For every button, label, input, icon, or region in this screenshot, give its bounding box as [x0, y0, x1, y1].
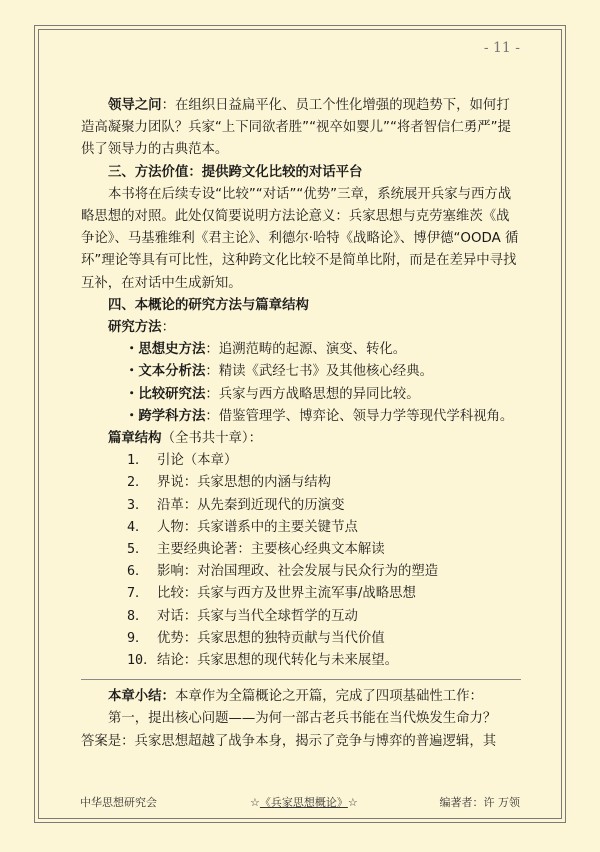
chapter-number: 6．	[127, 564, 149, 580]
bullet-mark: ・	[125, 342, 139, 358]
chapter-item	[81, 495, 521, 517]
paragraph-leadership	[81, 95, 521, 162]
method-text: ：兵家与西方战略思想的异同比较。	[205, 386, 420, 402]
chapter-item	[81, 517, 521, 539]
section-divider	[81, 679, 521, 680]
chapter-number: 5．	[127, 542, 149, 558]
chapter-item	[81, 561, 521, 583]
chapter-text: 引论（本章）	[157, 453, 238, 469]
methods-heading-line	[81, 317, 521, 339]
chapter-number: 2．	[127, 475, 149, 491]
chapter-text: 人物：兵家谱系中的主要关键节点	[157, 519, 358, 535]
bullet-mark: ・	[125, 364, 139, 380]
summary-answer: 答案是：兵家思想超越了战争本身，揭示了竞争与博弈的普遍逻辑，其	[81, 733, 497, 749]
chapter-summary	[81, 686, 521, 708]
chapter-number: 8．	[127, 608, 149, 624]
method-label: 跨学科方法	[138, 408, 206, 424]
chapter-item	[81, 650, 521, 672]
chapter-item	[81, 628, 521, 650]
footer-book-title	[250, 794, 358, 810]
method-item	[81, 339, 521, 361]
chapter-text: 对话：兵家与当代全球哲学的互动	[157, 608, 358, 624]
chapter-item	[81, 539, 521, 561]
star-icon: ☆	[347, 796, 358, 809]
chapter-item	[81, 472, 521, 494]
chapter-number: 3．	[127, 497, 149, 513]
page-footer	[80, 794, 520, 810]
chapter-text: 影响：对治国理政、社会发展与民众行为的塑造	[157, 564, 439, 580]
method-label: 比较研究法	[138, 386, 206, 402]
chapter-text: 结论：兵家思想的现代转化与未来展望。	[157, 653, 399, 669]
page-body	[81, 95, 521, 753]
footer-title-text: 《兵家思想概论》	[259, 796, 348, 809]
section-4-title: 四、本概论的研究方法与篇章结构	[108, 297, 309, 313]
paragraph-method: 本书将在后续专设“比较”“对话”“优势”三章，系统展开兵家与西方战略思想的对照。此处仅简要说明方法论意义：兵家思想与克劳塞维茨《战争论》、马基雅维利《君主论》、利德尔·哈特《战略论》、博伊德“OODA 循环”理论等具有可比性，这种跨文化比较不是简单比附，而是在差异中寻找互补，在对话中生成新知。	[81, 186, 519, 291]
chapter-text: 界说：兵家思想的内涵与结构	[157, 475, 332, 491]
chapter-number: 4．	[127, 519, 149, 535]
method-label: 思想史方法	[138, 342, 206, 358]
summary-first-point: 第一，提出核心问题——为何一部古老兵书能在当代焕发生命力？	[108, 711, 497, 727]
structure-heading: 篇章结构	[108, 431, 162, 447]
footer-organization: 中华思想研究会	[80, 796, 157, 809]
chapter-text: 主要经典论著：主要核心经典文本解读	[157, 542, 385, 558]
methods-heading-colon: ：	[161, 320, 175, 336]
chapter-number: 9．	[127, 630, 149, 646]
leadership-label: 领导之问	[108, 98, 162, 113]
bullet-mark: ・	[125, 386, 139, 402]
method-text: ：追溯范畴的起源、演变、转化。	[205, 342, 407, 358]
section-3-title: 三、方法价值：提供跨文化比较的对话平台	[108, 164, 363, 180]
chapter-text: 优势：兵家思想的独特贡献与当代价值	[157, 630, 385, 646]
method-item	[81, 406, 521, 428]
chapter-number: 7．	[127, 586, 149, 602]
method-text: ：借鉴管理学、博弈论、领导力学等现代学科视角。	[205, 408, 514, 424]
footer-author: 编著者：许 万领	[439, 796, 520, 809]
chapter-number: 1．	[127, 453, 149, 469]
method-item	[81, 361, 521, 383]
chapter-text: 沿革：从先秦到近现代的历演变	[157, 497, 345, 513]
summary-text: 本章作为全篇概论之开篇，完成了四项基础性工作：	[174, 689, 483, 705]
star-icon: ☆	[250, 796, 260, 809]
structure-note: （全书共十章）：	[161, 431, 262, 447]
methods-heading: 研究方法	[108, 320, 162, 336]
page-number: - 11 -	[483, 40, 520, 56]
chapter-item	[81, 606, 521, 628]
chapter-item	[81, 450, 521, 472]
leadership-text: ：在组织日益扁平化、员工个性化增强的现趋势下，如何打造高凝聚力团队？兵家“上下同欲者胜”“视卒如婴儿”“将者智信仁勇严”提供了领导力的古典范本。	[81, 98, 511, 158]
chapter-number: 10．	[127, 653, 157, 669]
chapter-text: 比较：兵家与西方及世界主流军事/战略思想	[157, 586, 416, 602]
summary-label: 本章小结：	[108, 689, 175, 705]
bullet-mark: ・	[125, 408, 139, 424]
method-text: ：精读《武经七书》及其他核心经典。	[205, 364, 433, 380]
method-label: 文本分析法	[138, 364, 206, 380]
method-item	[81, 384, 521, 406]
chapter-item	[81, 583, 521, 605]
structure-heading-line	[81, 428, 521, 450]
